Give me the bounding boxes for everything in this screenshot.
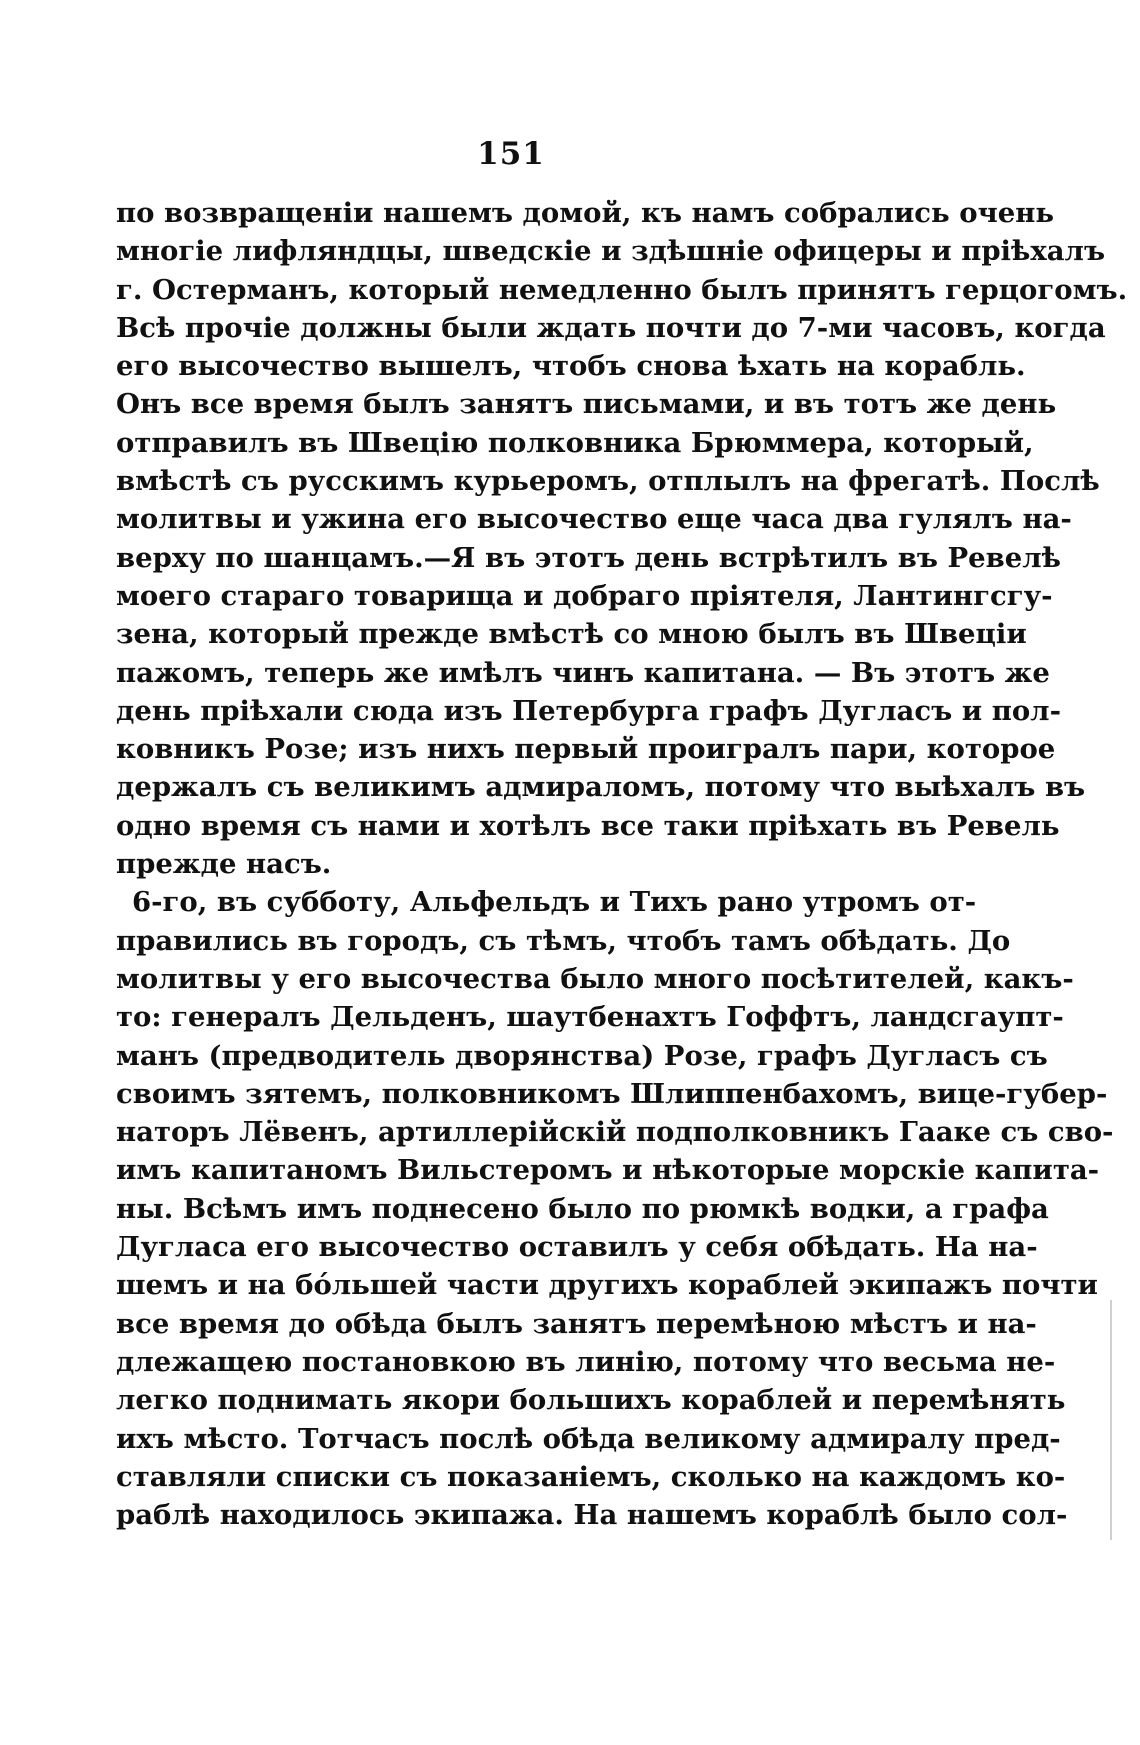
text-line: правились въ городъ, съ тѣмъ, чтобъ тамъ обѣдать. До — [116, 924, 1011, 957]
text-line: молитвы и ужина его высочество еще часа два гулялъ на- — [116, 503, 1072, 536]
page-number: 151 — [477, 136, 545, 172]
text-line: его высочество вышелъ, чтобъ снова ѣхать на корабль. — [116, 350, 1026, 383]
text-line: то: генералъ Дельденъ, шаутбенахтъ Гоффтъ, ландсгаупт- — [116, 1001, 1064, 1034]
text-line: легко поднимать якори большихъ кораблей и перемѣнять — [116, 1384, 1066, 1417]
text-line: все время до обѣда былъ занятъ перемѣною мѣстъ и на- — [116, 1307, 1037, 1340]
text-line: многiе лифляндцы, шведскiе и здѣшнiе офицеры и прiѣхалъ — [116, 235, 1106, 268]
text-line: 6-го, въ субботу, Альфельдъ и Тихъ рано утромъ от- — [132, 886, 977, 919]
text-line: манъ (предводитель дворянства) Розе, графъ Дугласъ съ — [116, 1039, 1048, 1072]
text-line: молитвы у его высочества было много посѣтителей, какъ- — [116, 962, 1074, 995]
body-text — [116, 194, 1128, 1534]
text-line: г. Остерманъ, который немедленно былъ принятъ герцогомъ. — [116, 273, 1128, 306]
text-line: шемъ и на бо́льшей части другихъ кораблей экипажъ почти — [116, 1269, 1098, 1302]
text-line: имъ капитаномъ Вильстеромъ и нѣкоторые морскiе капита- — [116, 1154, 1100, 1187]
text-line: Онъ все время былъ занятъ письмами, и въ тотъ же день — [116, 388, 1057, 421]
text-line: своимъ зятемъ, полковникомъ Шлиппенбахомъ, вице-губер- — [116, 1077, 1108, 1110]
text-line: длежащею постановкою въ линiю, потому что весьма не- — [116, 1345, 1056, 1378]
text-line: верху по шанцамъ.—Я въ этотъ день встрѣтилъ въ Ревелѣ — [116, 541, 1062, 574]
text-line: прежде насъ. — [116, 848, 332, 881]
text-line: по возвращенiи нашемъ домой, къ намъ собрались очень — [116, 197, 1055, 229]
text-line: ны. Всѣмъ имъ поднесено было по рюмкѣ водки, а графа — [116, 1192, 1049, 1225]
text-line: зена, который прежде вмѣстѣ со мною былъ въ Швецiи — [116, 618, 1027, 651]
text-line: Дугласа его высочество оставилъ у себя обѣдать. На на- — [116, 1231, 1038, 1264]
text-line: моего стараго товарища и добраго прiятеля, Лантингсгу- — [116, 579, 1053, 612]
text-line: наторъ Лёвенъ, артиллерiйскiй подполковникъ Гааке съ сво- — [116, 1116, 1114, 1149]
text-line: одно время съ нами и хотѣлъ все таки прiѣхать въ Ревель — [116, 809, 1060, 842]
text-line: держалъ съ великимъ адмираломъ, потому что выѣхалъ въ — [116, 771, 1086, 804]
text-line: раблѣ находилось экипажа. На нашемъ кораблѣ было сол- — [116, 1499, 1068, 1532]
text-line: пажомъ, теперь же имѣлъ чинъ капитана. — Въ этотъ же — [116, 656, 1050, 689]
text-line: ковникъ Розе; изъ нихъ первый проигралъ пари, которое — [116, 733, 1056, 766]
text-line: день прiѣхали сюда изъ Петербурга графъ Дугласъ и пол- — [116, 694, 1061, 727]
text-line: отправилъ въ Швецiю полковника Брюммера, который, — [116, 426, 1034, 459]
text-line: Всѣ прочiе должны были ждать почти до 7-ми часовъ, когда — [116, 311, 1106, 344]
text-line: вмѣстѣ съ русскимъ курьеромъ, отплылъ на фрегатѣ. Послѣ — [116, 465, 1100, 498]
scan-edge-line — [1110, 1300, 1112, 1540]
text-line: ставляли списки съ показанiемъ, сколько на каждомъ ко- — [116, 1460, 1066, 1493]
text-line: ихъ мѣсто. Тотчасъ послѣ обѣда великому адмиралу пред- — [116, 1422, 1061, 1455]
